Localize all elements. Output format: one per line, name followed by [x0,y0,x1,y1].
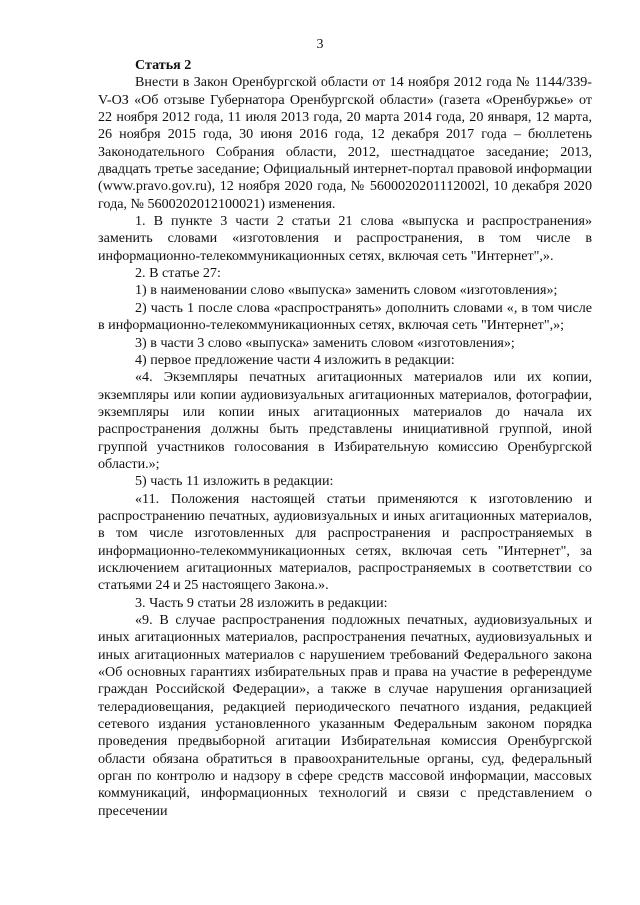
page-number: 3 [316,37,324,52]
document-body [98,57,592,820]
paragraph-quote-part-11: «11. Положения настоящей статьи применяются к изготовлению и распространению печатных, аудиовизуальных и иных агитационных материалов, в том числе изготовленных для распространения и распространяемых в информационно-телекоммуникационных сетях, включая сеть "Интернет", за исключением агитационных материалов, распространяемых в соответствии со статьями 24 и 25 настоящего Закона.». [98,490,592,594]
paragraph-item-1: 1. В пункте 3 части 2 статьи 21 слова «выпуска и распространения» заменить словами «изготовления и распространения, в том числе в информационно-телекоммуникационных сетях, включая сеть "Интернет",». [98,213,592,264]
paragraph-subitem-3: 3) в части 3 слово «выпуска» заменить словом «изготовления»; [135,334,515,351]
paragraph-quote-part-4: «4. Экземпляры печатных агитационных материалов или их копии, экземпляры или копии аудиовизуальных агитационных материалов, фотографии, экземпляры или копии иных агитационных материалов до начала их распространения должны быть представлены инициативной группой, иной группой участников голосования в Избирательную комиссию Оренбургской области.»; [98,369,592,472]
paragraph-quote-part-9: «9. В случае распространения подложных печатных, аудиовизуальных и иных агитационных материалов, распространения печатных, аудиовизуальных и иных агитационных материалов с нарушением требований Федерального закона «Об основных гарантиях избирательных прав и права на участие в референдуме граждан Российской Федерации», а также в случае нарушения организацией телерадиовещания, редакцией периодического печатного издания, редакцией сетевого издания установленного указанным Федеральным законом порядка проведения предвыборной агитации Избирательная комиссия Оренбургской области обязана обратиться в правоохранительные органы, суд, федеральный орган по контролю и надзору в сфере средств массовой информации, массовых коммуникаций, информационных технологий и связи с представлением о пресечении [98,612,592,819]
article-heading: Статья 2 [135,57,192,73]
paragraph-intro: Внести в Закон Оренбургской области от 14 ноября 2012 года № 1144/339-V-ОЗ «Об отзыве Губернатора Оренбургской области» (газета «Оренбуржье» от 22 ноября 2012 года, 11 июля 2013 года, 20 марта 2014 года, 20 января, 12 марта, 26 ноября 2015 года, 30 июня 2016 года, 12 декабря 2017 года – бюллетень Законодательного Собрания области, 2012, шестнадцатое заседание; 2013, двадцать третье заседание; Официальный интернет-портал правовой информации (www.pravo.gov.ru), 12 ноября 2020 года, № 5600020201112002l, 10 декабря 2020 года, № 5600202012100021) изменения. [98,74,592,212]
paragraph-subitem-5: 5) часть 11 изложить в редакции: [135,473,334,490]
paragraph-item-3: 3. Часть 9 статьи 28 изложить в редакции: [135,594,388,611]
paragraph-item-2: 2. В статье 27: [135,265,221,282]
paragraph-subitem-1: 1) в наименовании слово «выпуска» заменить словом «изготовления»; [135,282,558,299]
paragraph-subitem-2: 2) часть 1 после слова «распространять» дополнить словами «, в том числе в информационно-телекоммуникационных сетях, включая сеть "Интернет",»; [98,299,592,334]
paragraph-subitem-4: 4) первое предложение части 4 изложить в редакции: [135,351,455,368]
